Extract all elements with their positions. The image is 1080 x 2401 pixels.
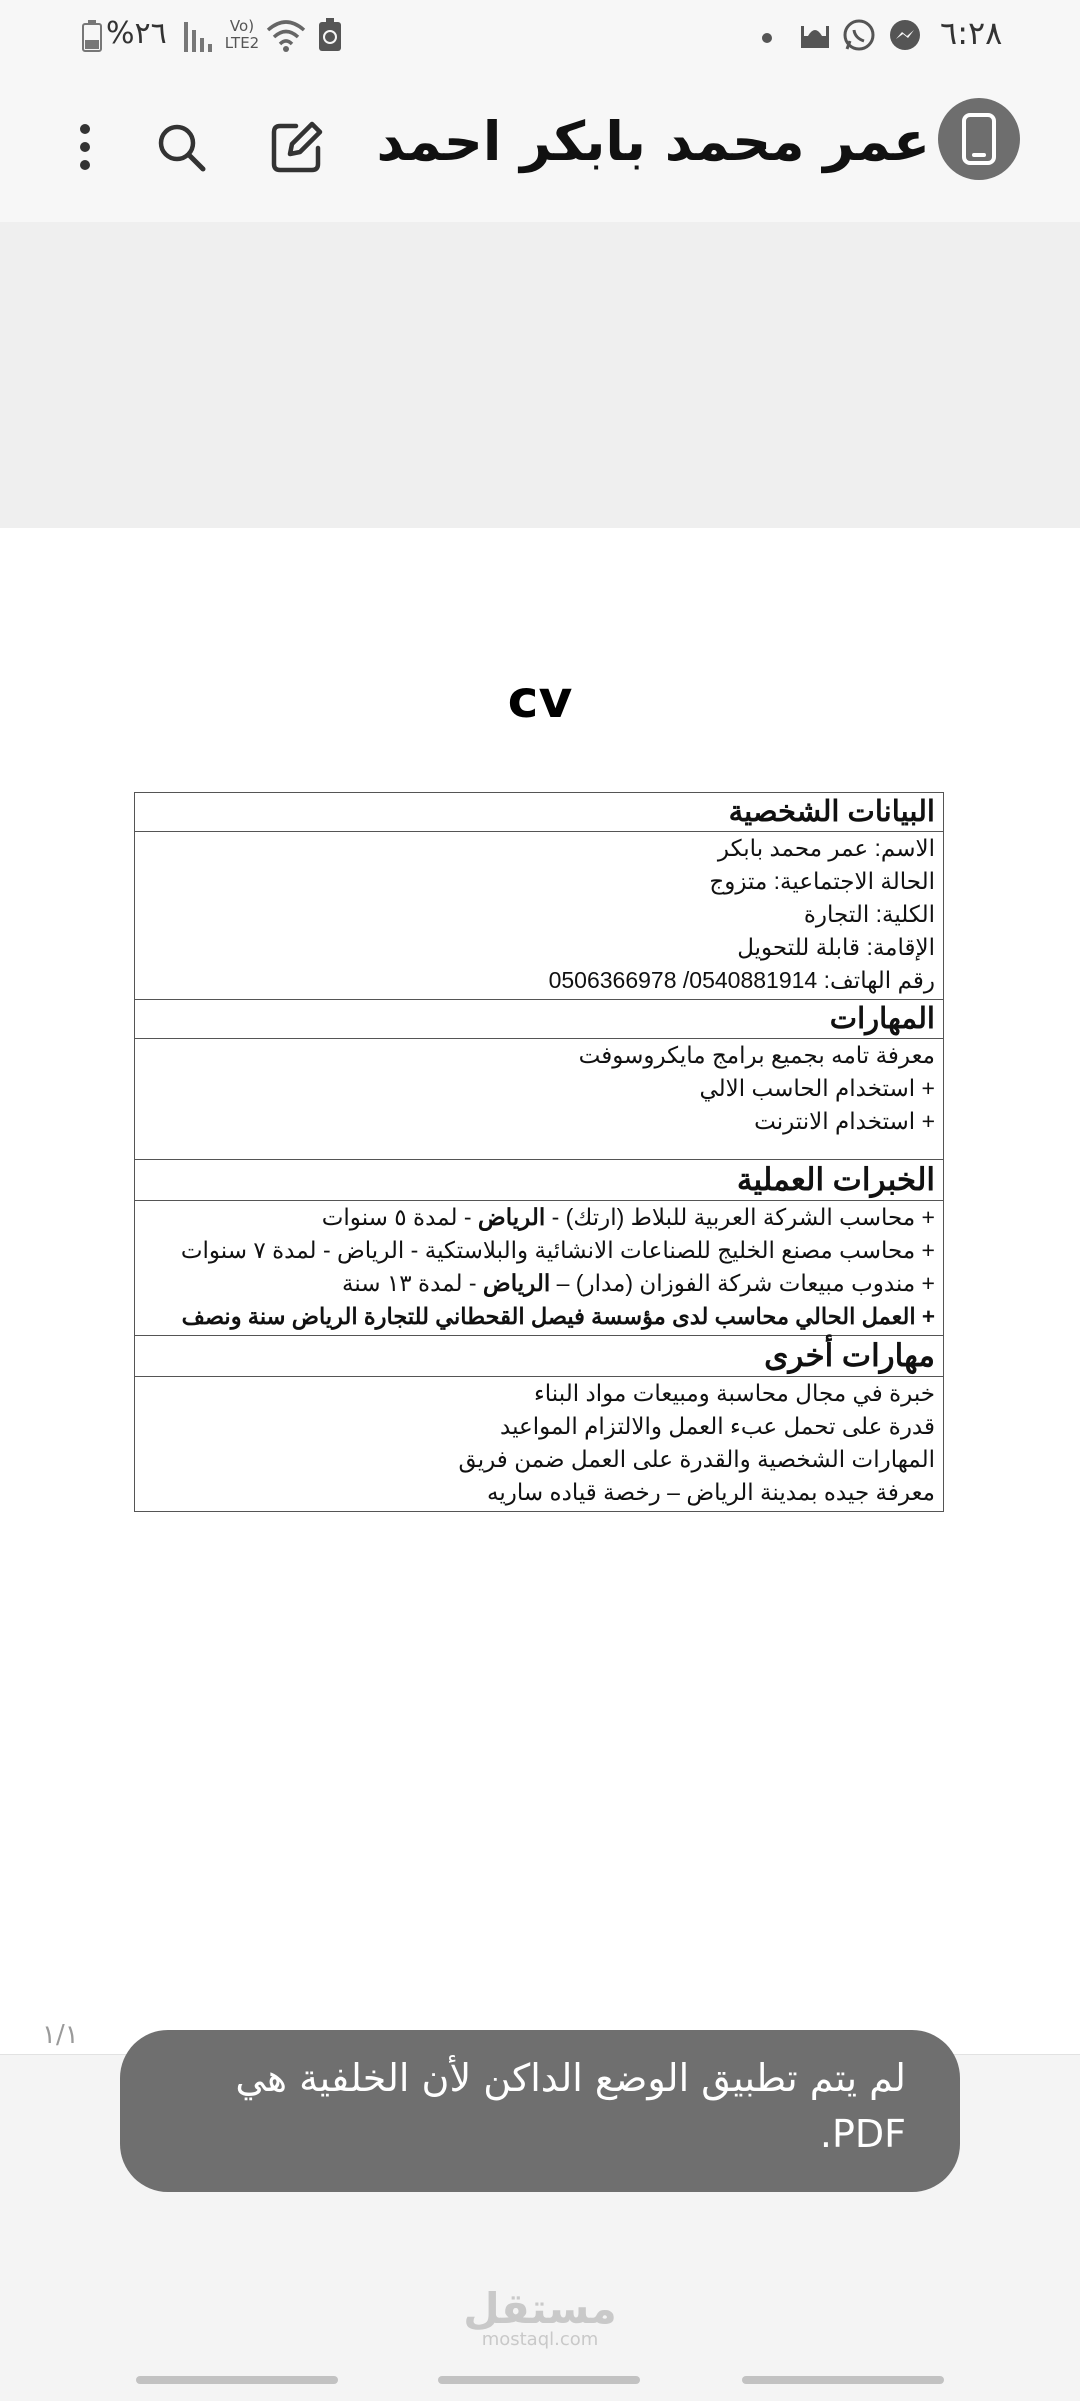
dark-mode-toast — [120, 2030, 960, 2192]
battery-icon — [82, 20, 102, 52]
experience-text: + مندوب مبيعات شركة الفوزان (مدار) – — [550, 1270, 935, 1296]
page-separator — [0, 222, 1080, 528]
phone-mode-button[interactable] — [938, 98, 1020, 180]
whatsapp-icon — [842, 18, 876, 56]
watermark-url: mostaql.com — [481, 2329, 599, 2350]
clock: ٦:٢٨ — [940, 14, 1003, 52]
other-skills-list — [135, 1377, 944, 1512]
mostaql-watermark — [0, 2284, 1080, 2350]
skill-line: + استخدام الحاسب الالي — [699, 1075, 935, 1101]
experience-duration: - لمدة ١٣ سنة — [342, 1270, 483, 1296]
experience-line-current: + العمل الحالي محاسب لدى مؤسسة فيصل القحطاني للتجارة الرياض سنة ونصف — [181, 1304, 935, 1329]
battery-percent: %٢٦ — [106, 16, 167, 51]
search-icon[interactable] — [146, 112, 216, 182]
experience-list — [135, 1201, 944, 1336]
other-skill-line: معرفة جيده بمدينة الرياض – رخصة قياده ساريه — [487, 1479, 935, 1505]
notification-dot-icon — [762, 33, 772, 43]
experience-line — [143, 1201, 935, 1234]
skill-line: + استخدام الانترنت — [754, 1108, 935, 1134]
wifi-icon — [266, 18, 306, 56]
toast-message: لم يتم تطبيق الوضع الداكن لأن الخلفية هي PDF. — [235, 2056, 906, 2156]
section-heading-skills: المهارات — [135, 1000, 944, 1039]
other-skill-line: المهارات الشخصية والقدرة على العمل ضمن فريق — [458, 1446, 935, 1472]
nav-home-bar[interactable] — [438, 2376, 640, 2384]
section-heading-other-skills: مهارات أخرى — [135, 1336, 944, 1377]
signal-icon — [184, 22, 218, 56]
messenger-icon — [888, 18, 922, 56]
other-skill-line: خبرة في مجال محاسبة ومبيعات مواد البناء — [533, 1380, 935, 1406]
nav-recents-bar[interactable] — [136, 2376, 338, 2384]
page-counter: ١/١ — [42, 2020, 79, 2050]
section-heading-experience: الخبرات العملية — [135, 1160, 944, 1201]
network-label: Vo) LTE2 — [224, 17, 260, 52]
watermark-logo-text: مستقل — [463, 2284, 617, 2333]
more-options-icon[interactable] — [50, 112, 120, 182]
experience-text: + محاسب الشركة العربية للبلاط (ارتك) - — [545, 1204, 935, 1230]
experience-city: الرياض — [482, 1270, 551, 1296]
cv-table — [134, 792, 944, 1512]
experience-duration: - لمدة ٥ سنوات — [321, 1204, 478, 1230]
power-saving-icon — [318, 18, 342, 56]
skills-list — [135, 1039, 944, 1160]
section-heading-personal: البيانات الشخصية — [135, 793, 944, 832]
cv-title: cv — [507, 670, 573, 730]
personal-details — [135, 832, 944, 1000]
experience-line: + محاسب مصنع الخليج للصناعات الانشائية والبلاستكية - الرياض - لمدة ٧ سنوات — [180, 1237, 935, 1263]
experience-city: الرياض — [477, 1204, 546, 1230]
personal-line: الحالة الاجتماعية: متزوج — [709, 868, 935, 894]
experience-line — [143, 1267, 935, 1300]
document-title: عمر محمد بابكر احمد — [376, 110, 930, 173]
other-skill-line: قدرة على تحمل عبء العمل والالتزام المواعيد — [500, 1413, 935, 1439]
skill-line: معرفة تامه بجميع برامج مايكروسوفت — [578, 1042, 935, 1068]
app-bar — [0, 70, 1080, 223]
mosque-icon — [800, 20, 830, 54]
nav-back-bar[interactable] — [742, 2376, 944, 2384]
status-bar — [0, 0, 1080, 70]
personal-line: الاسم: عمر محمد بابكر — [717, 835, 935, 861]
personal-line: الكلية: التجارة — [803, 901, 935, 927]
phone-line: رقم الهاتف: 0540881914/ 0506366978 — [548, 967, 935, 993]
edit-icon[interactable] — [262, 112, 332, 182]
personal-line: الإقامة: قابلة للتحويل — [737, 934, 935, 960]
phone-mode-icon — [960, 112, 998, 170]
